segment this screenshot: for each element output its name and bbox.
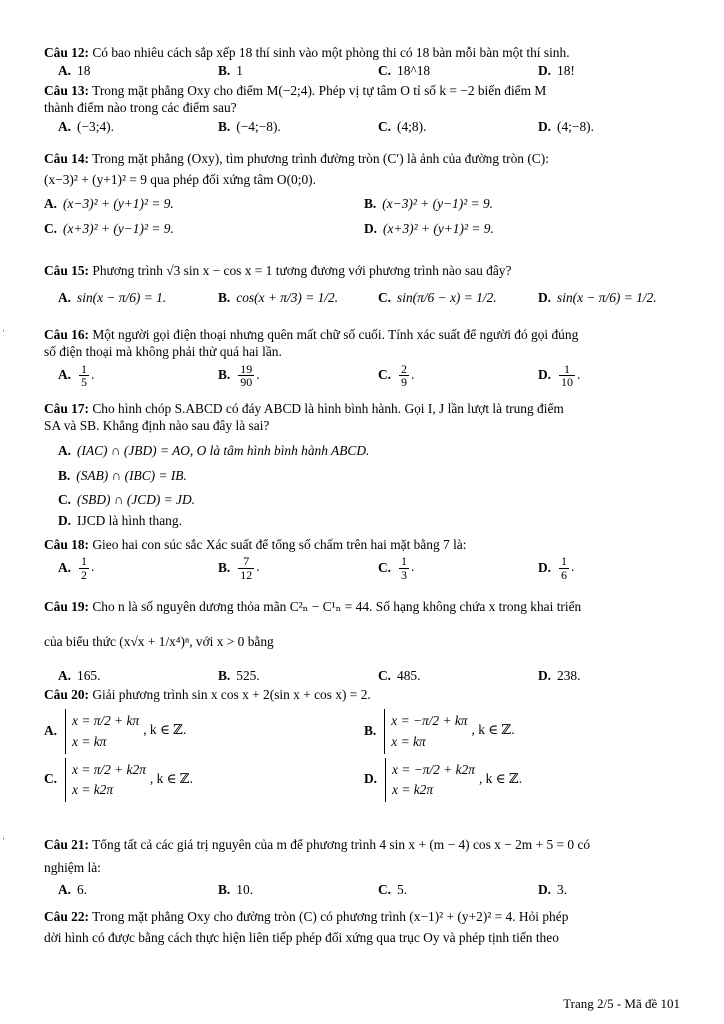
question-text: Trong mặt phẳng (Oxy), tìm phương trình đường tròn (C′) là ảnh của đường tròn (C): [92,151,549,166]
option-d[interactable]: D. sin(x − π/6) = 1/2. [538,290,657,306]
option-b[interactable]: B. (x−3)² + (y−1)² = 9. [364,195,494,211]
option-a[interactable]: A. sin(x − π/6) = 1. [58,290,167,306]
page-footer: Trang 2/5 - Mã đề 101 [563,996,680,1011]
option-d[interactable]: D. IJCD là hình thang. [58,513,182,529]
option-c[interactable]: C. 485. [378,667,421,683]
option-c[interactable]: C. (4;8). [378,118,427,134]
option-a[interactable]: A. $\frac{1}{2}$ . [58,554,95,583]
option-d[interactable]: D. (x+3)² + (y+1)² = 9. [364,221,494,237]
option-b[interactable]: B. 10. [218,881,254,897]
option-a[interactable]: A. (IAC) ∩ (JBD) = AO, O là tâm hình bình hành ABCD. [58,442,370,458]
question-text-cont: (x−3)² + (y+1)² = 9 qua phép đối xứng tâm O(0;0). [44,172,316,188]
question-21 [44,836,684,898]
question-text: Một người gọi điện thoại nhưng quên mất chữ số cuối. Tính xác suất để người đó gọi đúng [92,327,579,342]
question-label: Câu 20: [44,687,90,702]
question-label: Câu 18: [44,537,90,552]
question-text-cont: SA và SB. Khẳng định nào sau đây là sai? [44,418,270,434]
question-13 [44,82,684,135]
option-c[interactable]: C. (SBD) ∩ (JCD) = JD. [58,492,196,508]
system-bracket: x = π/2 + kπ x = kπ [65,709,139,753]
question-text: Có bao nhiêu cách sắp xếp 18 thí sinh vào một phòng thi có 18 bàn mỗi bàn một thí sinh. [92,45,570,60]
question-label: Câu 17: [44,401,90,416]
question-text: Tổng tất cả các giá trị nguyên của m để phương trình 4 sin x + (m − 4) cos x − 2m + 5 = 0 có [92,837,591,852]
option-c[interactable]: C. 5. [378,881,408,897]
option-c[interactable]: C. $\frac{2}{9}$ . [378,361,415,390]
question-19 [44,598,684,684]
question-label: Câu 21: [44,837,90,852]
option-a[interactable]: A. x = π/2 + kπ x = kπ , k ∈ ℤ. [44,709,364,753]
option-a[interactable]: A. 6. [58,881,88,897]
option-d[interactable]: D. (4;−8). [538,118,594,134]
option-c[interactable]: C. sin(π/6 − x) = 1/2. [378,290,497,306]
option-a[interactable]: A. 18 [58,63,91,79]
option-b[interactable]: B. 1 [218,63,243,79]
question-22 [44,908,684,947]
question-text-cont: nghiệm là: [44,860,101,876]
question-label: Câu 19: [44,599,90,614]
question-text-cont: dời hình có được bằng cách thực hiện liên tiếp phép đối xứng qua trục Oy và phép tịnh tiến theo [44,930,559,946]
option-d[interactable]: D. x = −π/2 + k2π x = k2π , k ∈ ℤ. [364,758,684,802]
option-b[interactable]: B. x = −π/2 + kπ x = kπ , k ∈ ℤ. [364,709,684,753]
option-d[interactable]: D. 3. [538,881,568,897]
option-d[interactable]: D. $\frac{1}{10}$ . [538,361,581,390]
question-text-cont: của biểu thức (x√x + 1/x⁴)ⁿ, với x > 0 bằng [44,634,274,650]
question-label: Câu 16: [44,327,90,342]
question-text-cont: thành điểm nào trong các điểm sau? [44,100,237,116]
margin-mark: ˈ [2,329,6,340]
question-text: Giải phương trình sin x cos x + 2(sin x + cos x) = 2. [92,687,371,702]
question-label: Câu 15: [44,263,90,278]
question-text: Gieo hai con súc sắc Xác suất để tổng số chấm trên hai mặt bằng 7 là: [92,537,467,552]
question-20 [44,686,684,802]
option-a[interactable]: A. (−3;4). [58,118,114,134]
option-b[interactable]: B. cos(x + π/3) = 1/2. [218,290,339,306]
option-c[interactable]: C. 18^18 [378,63,431,79]
option-a[interactable]: A. 165. [58,667,101,683]
question-text: Cho n là số nguyên dương thỏa mãn C²ₙ − C¹ₙ = 44. Số hạng không chứa x trong khai triển [92,599,582,614]
margin-mark: ˈ [2,837,6,848]
question-text: Cho hình chóp S.ABCD có đáy ABCD là hình bình hành. Gọi I, J lần lượt là trung điểm [92,401,564,416]
option-b[interactable]: B. 525. [218,667,260,683]
option-d[interactable]: D. $\frac{1}{6}$ . [538,554,575,583]
option-b[interactable]: B. $\frac{7}{12}$ . [218,554,260,583]
question-14 [44,150,684,238]
question-text: Trong mặt phẳng Oxy cho điểm M(−2;4). Phép vị tự tâm O tỉ số k = −2 biến điểm M [92,83,547,98]
option-b[interactable]: B. (SAB) ∩ (IBC) = IB. [58,467,187,483]
question-17 [44,400,684,529]
question-label: Câu 13: [44,83,90,98]
question-text: Phương trình √3 sin x − cos x = 1 tương đương với phương trình nào sau đây? [92,263,512,278]
option-c[interactable]: C. $\frac{1}{3}$ . [378,554,415,583]
option-c[interactable]: C. x = π/2 + k2π x = k2π , k ∈ ℤ. [44,758,364,802]
question-18 [44,536,684,582]
question-label: Câu 12: [44,45,90,60]
option-a[interactable]: A. $\frac{1}{5}$ . [58,361,95,390]
question-15 [44,262,684,307]
system-bracket: x = −π/2 + kπ x = kπ [384,709,467,753]
option-d[interactable]: D. 18! [538,63,575,79]
question-label: Câu 22: [44,909,90,924]
option-a[interactable]: A. (x−3)² + (y+1)² = 9. [44,195,174,211]
question-text-cont: số điện thoại mà không phải thử quá hai lần. [44,344,282,360]
option-c[interactable]: C. (x+3)² + (y−1)² = 9. [44,221,174,237]
system-bracket: x = π/2 + k2π x = k2π [65,758,146,802]
option-b[interactable]: B. (−4;−8). [218,118,281,134]
question-16 [44,326,684,389]
option-d[interactable]: D. 238. [538,667,581,683]
question-text: Trong mặt phẳng Oxy cho đường tròn (C) có phương trình (x−1)² + (y+2)² = 4. Hỏi phép [92,909,569,924]
question-12 [44,44,684,80]
question-label: Câu 14: [44,151,90,166]
option-b[interactable]: B. $\frac{19}{90}$ . [218,361,260,390]
system-bracket: x = −π/2 + k2π x = k2π [385,758,475,802]
